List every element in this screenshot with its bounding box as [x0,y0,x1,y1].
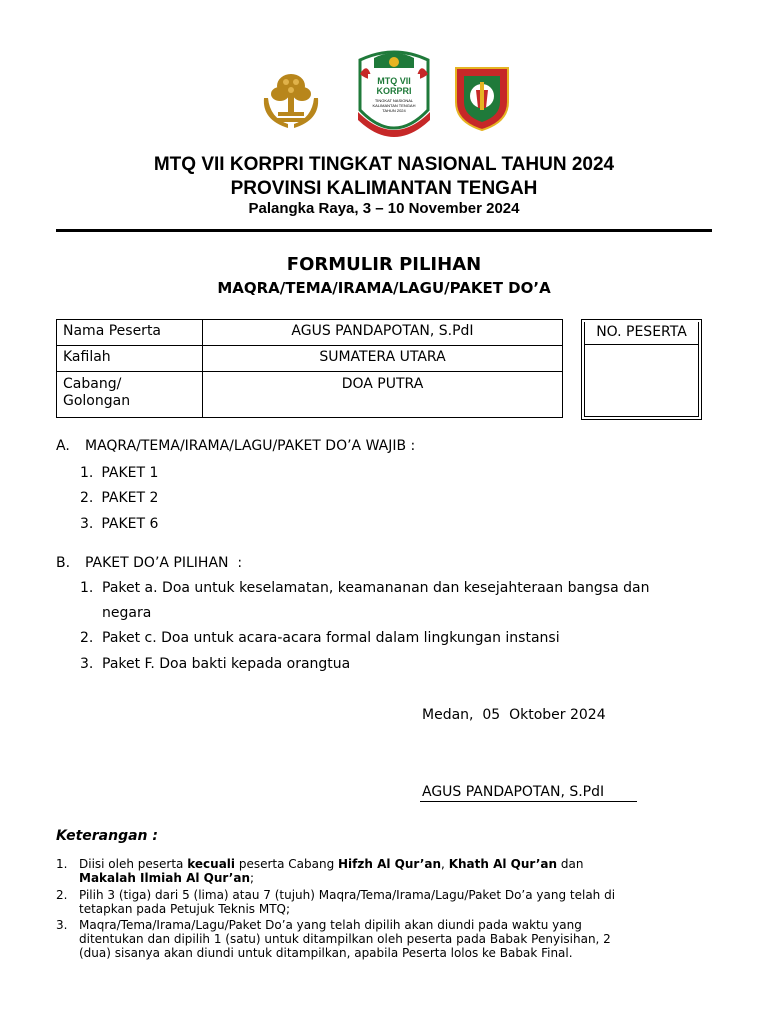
kalteng-shield-icon [452,64,512,132]
form-subtitle: MAQRA/TEMA/IRAMA/LAGU/PAKET DO’A [217,279,551,297]
row-label: Kafilah [57,346,203,372]
row-value: DOA PUTRA [203,372,563,418]
table-row [57,320,563,346]
row-value: SUMATERA UTARA [203,346,563,372]
form-title: FORMULIR PILIHAN [286,254,482,275]
note-3-line-2: ditentukan dan dipilih 1 (satu) untuk ditampilkan oleh peserta pada Babak Penyisihan, 2 [79,932,611,946]
item-num: 2. [80,630,94,646]
note-1-text: peserta Cabang [235,857,339,871]
list-item [80,465,158,481]
note-1-bold: Hifzh Al Qur’an [338,857,442,871]
item-text: Paket c. Doa untuk acara-acara formal dalam lingkungan instansi [102,630,560,646]
signature-place-date: Medan, 05 Oktober 2024 [422,707,606,723]
row-label [57,372,203,418]
item-num: 1. [80,580,94,596]
note-2-line-1: Pilih 3 (tiga) dari 5 (lima) atau 7 (tujuh) Maqra/Tema/Irama/Lagu/Paket Do’a yang telah di [79,888,616,902]
row-label-line-2: Golongan [63,393,131,409]
note-1 [79,858,688,871]
header-line-2: PROVINSI KALIMANTAN TENGAH [230,178,538,199]
note-3-line-1: Maqra/Tema/Irama/Lagu/Paket Do’a yang telah dipilih akan diundi pada waktu yang [79,918,582,932]
korpri-emblem-icon [258,68,324,134]
header-divider [56,229,712,232]
logo-center-sub: TINGKAT NASIONAL KALIMANTAN TENGAH TAHUN 2024 [372,98,416,113]
section-a-marker: A. [56,438,70,454]
item-num: 1. [80,465,94,481]
note-num: 2. [56,888,68,902]
note-1-text: Diisi oleh peserta [79,857,188,871]
section-a-heading: MAQRA/TEMA/IRAMA/LAGU/PAKET DO’A WAJIB : [85,438,416,454]
item-text-cont: negara [102,605,152,621]
table-row [57,346,563,372]
note-1-cont [79,872,254,885]
logo-center-text: MTQ VII KORPRI [376,76,412,96]
row-value: AGUS PANDAPOTAN, S.PdI [203,320,563,346]
note-num: 3. [56,918,68,932]
row-label-line-1: Cabang/ [63,376,122,392]
item-text: PAKET 2 [101,490,159,506]
logo-row [0,48,768,138]
signature-name: AGUS PANDAPOTAN, S.PdI [422,784,605,800]
no-peserta-box [581,319,702,420]
no-peserta-label: NO. PESERTA [584,320,699,345]
item-num: 3. [80,516,94,532]
item-text: PAKET 1 [101,465,159,481]
signature-line [420,801,637,802]
item-num: 2. [80,490,94,506]
item-text: Paket F. Doa bakti kepada orangtua [102,656,351,672]
note-1-text: ; [250,871,255,885]
item-num: 3. [80,656,94,672]
list-item [80,490,158,506]
note-1-bold: Makalah Ilmiah Al Qur’an [79,871,251,885]
note-num: 1. [56,857,68,871]
note-3-line-3: (dua) sisanya akan diundi untuk ditampilkan, apabila Peserta lolos ke Babak Final. [79,946,573,960]
mtq-korpri-logo [354,50,434,144]
note-1-text: , [441,857,449,871]
header-line-3: Palangka Raya, 3 – 10 November 2024 [248,200,520,217]
note-1-bold: kecuali [187,857,236,871]
item-text: PAKET 6 [101,516,159,532]
participant-info-table [56,319,563,418]
note-2-line-2: tetapkan pada Petujuk Teknis MTQ; [79,902,291,916]
note-1-bold: Khath Al Qur’an [448,857,558,871]
section-b-marker: B. [56,555,71,571]
section-b-heading: PAKET DO’A PILIHAN : [85,555,243,571]
row-label: Nama Peserta [57,320,203,346]
list-item [80,516,158,532]
note-1-text: dan [557,857,584,871]
header-line-1: MTQ VII KORPRI TINGKAT NASIONAL TAHUN 2024 [153,154,615,175]
table-row [57,372,563,418]
item-text: Paket a. Doa untuk keselamatan, keamananan dan kesejahteraan bangsa dan [102,580,650,596]
notes-heading: Keterangan : [56,828,158,844]
